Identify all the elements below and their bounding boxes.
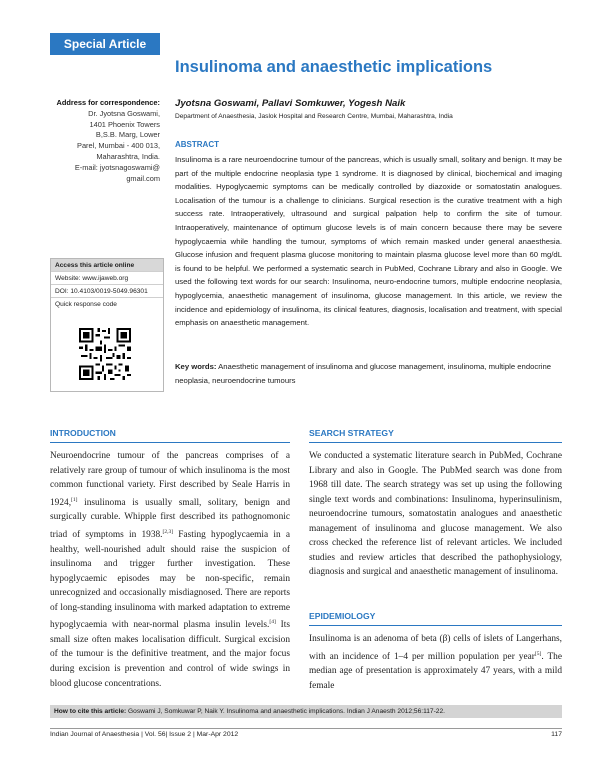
citation-ref[interactable]: [1] [71, 496, 78, 503]
author-affiliation: Department of Anaesthesia, Jaslok Hospital and Research Centre, Mumbai, Maharashtra, India [175, 113, 453, 120]
correspondence-line: Dr. Jyotsna Goswami, [88, 108, 160, 118]
correspondence-line: Maharashtra, India. [96, 151, 160, 161]
correspondence-line: 1401 Phoenix Towers [89, 119, 160, 129]
epidemiology-text: Insulinoma is an adenoma of beta (β) cells of islets of Langerhans, with an incidence of 1–4 per million population per year[5]. The median age of presentation is approximately 47 years, with a mild female [309, 634, 563, 691]
epidemiology-heading: EPIDEMIOLOGY [309, 611, 376, 621]
access-box-heading: Access this article online [51, 259, 163, 272]
access-online-box [50, 258, 164, 392]
how-to-cite-label: How to cite this article: [54, 708, 127, 715]
citation-ref[interactable]: [2,3] [162, 528, 174, 535]
journal-footer: Indian Journal of Anaesthesia | Vol. 56| Issue 2 | Mar-Apr 2012 [50, 731, 239, 738]
page-number: 117 [551, 731, 562, 738]
citation-ref[interactable]: [5] [534, 650, 542, 657]
introduction-divider [50, 442, 290, 443]
correspondence-line: B,S.B. Marg, Lower [95, 130, 160, 140]
search-strategy-text: We conducted a systematic literature search in PubMed, Cochrane Library and also in Google. The PubMed search was done from 1968 till date. The search strategy was set up using the following single text words and combinations: Insulinoma, hyperinsulinism, neuroendocrine tumours, somatostatin analogues and anaesthetic management of insulinoma and glucose management. We also cross checked the reference list of relevant articles. We included studies and review articles that described the pathophysiology, diagnosis and surgical and anaesthetic management of insulinoma. [309, 451, 562, 578]
qr-code-icon[interactable] [79, 328, 131, 380]
correspondence-email-domain[interactable]: gmail.com [126, 173, 160, 183]
abstract-text: Insulinoma is a rare neuroendocrine tumour of the pancreas, which is usually small, solitary and benign. It may be part of the multiple endocrine neoplasia type 1 syndrome. It is diagnosed by clinical, biochemical and imaging modalities. Hypoglycaemic symptoms can be medically controlled by diazoxide or somatostatin analogues. Localisation of the tumour is a challenge to clinicians. Surgical resection is the curative treatment with a high success rate. Intraoperatively, ultrasound and surgical palpation help to confirm the site of tumour. Intraoperatively, maintenance of optimum glucose levels is of main concern because there may be severe hypoglycaemia while handling the tumour, symptoms of which remain masked under general anaesthesia. Glucose infusion and frequent plasma glucose monitoring to maintain plasma glucose level more than 60 mg/dL is found to be helpful. We performed a systematic search in PubMed, Cochrane Library and also in Google. We used the following text words for our search: Insulinoma, neuro-endocrine tumors, multiple endocrine neoplasia, hypoglycemia, anaesthetic management of insulinoma, glucose management. In this article, we review the incidence and epidemiology of insulinoma, its clinical features, diagnosis, localisation and treatment, with special emphasis on anaesthetic management. [175, 155, 562, 328]
search-strategy-heading: SEARCH STRATEGY [309, 428, 394, 438]
abstract-heading: ABSTRACT [175, 140, 219, 149]
how-to-cite-box [50, 705, 562, 718]
correspondence-email[interactable]: E-mail: jyotsnagoswami@ [74, 162, 160, 172]
introduction-heading: INTRODUCTION [50, 428, 116, 438]
keywords-label: Key words: [175, 362, 217, 371]
qr-code-label: Quick response code [55, 301, 117, 308]
how-to-cite-text: Goswami J, Somkuwar P, Naik Y. Insulinoma and anaesthetic implications. Indian J Anaesth 2012;56:117-22. [126, 708, 445, 715]
epidemiology-divider [309, 625, 562, 626]
citation-ref[interactable]: [4] [269, 619, 276, 626]
article-type-badge: Special Article [50, 33, 160, 55]
correspondence-line: Parel, Mumbai - 400 013, [77, 141, 160, 151]
author-list: Jyotsna Goswami, Pallavi Somkuwer, Yogesh Naik [175, 98, 406, 109]
introduction-text: Neuroendocrine tumour of the pancreas comprises of a relatively rare group of tumour of which insulinoma is the most common functional variety. First described by Seale Harris in 1924,[1] insulinoma is usually small, solitary, benign and surgically curable. Whipple first described its pathognomonic triad of symptoms in 1938.[2,3] Fasting hypoglycaemia in a healthy, well-nourished adult should raise the suspicion of insulinoma and trigger further investigation. These hypoglycaemic episodes may be non-specific, remain unrecognized and occasionally misdiagnosed. There are reports of long-standing insulinoma with marked adaptation to extreme hypoglycaemia with near-normal plasma insulin levels.[4] Its small size often makes localisation difficult. Surgical excision of the tumour is the definitive treatment, and the major focus during excision is prevention and control of wide swings in blood glucose concentrations. [50, 451, 290, 689]
correspondence-address [48, 98, 160, 184]
doi-link[interactable]: DOI: 10.4103/0019-5049.96301 [51, 285, 163, 298]
keywords [175, 360, 562, 387]
keywords-text: Anaesthetic management of insulinoma and glucose management, insulinoma, multiple endocrine neoplasia, neuroendocrine tumours [175, 362, 552, 385]
correspondence-heading: Address for correspondence: [56, 98, 160, 107]
footer-divider [50, 728, 562, 729]
article-title: Insulinoma and anaesthetic implications [175, 58, 493, 76]
search-strategy-divider [309, 442, 562, 443]
website-link[interactable]: Website: www.ijaweb.org [51, 272, 163, 285]
